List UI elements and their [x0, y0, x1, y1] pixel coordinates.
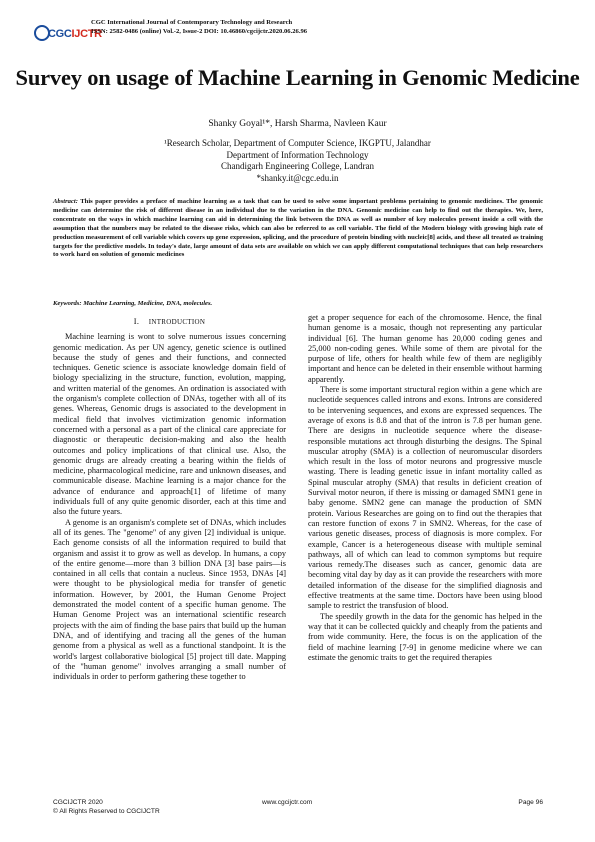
right-column [308, 313, 542, 663]
abstract [53, 198, 543, 260]
section-number: I. [133, 317, 140, 326]
journal-header [34, 10, 564, 42]
body-paragraph: Machine learning is wont to solve numerous issues concerning genomic medication. As per UN agency, genetic science is outlined because the study of genes and their functions, and connected techniques. Genetic science is associate knowledge domain field of biology specializing in the structure, function, evolution, mapping, and written material of the genomes. An ordination is associated with the organism's complete collection of DNAs, together with all of its genes. Whereas, Genomic drugs is associated to the development in medical field that involves victimization genomic information concerned with a personal as a part of the clinical care appreciate for diagnostic or therapeutic decision-making and also the health outcomes and policy implications of that clinical use. Also, the genomic drugs are already creating a bearing within the fields of medicine, pharmacological medicine, rare and unknown diseases, and communicable disease. Machine learning is a major chance for the advance of endurance and approach[1] of lifetime of many individuals full of any quite genomic disorder, each at this time and also the future years. [53, 332, 286, 517]
section-title: INTRODUCTION [148, 318, 206, 326]
paper-title: Survey on usage of Machine Learning in Genomic Medicine [15, 65, 580, 90]
page-number: Page 96 [518, 799, 543, 806]
logo-text-cgc: CGC [48, 28, 72, 40]
keywords: Keywords: Machine Learning, Medicine, DNA, molecules. [53, 300, 213, 307]
journal-logo [34, 22, 102, 46]
journal-info [91, 18, 307, 36]
journal-issn-doi: ISSN: 2582-0486 (online) Vol.-2, Issue-2 DOI: 10.46860/cgcijctr.2020.06.26.96 [91, 28, 308, 35]
footer-website[interactable]: www.cgcijctr.com [262, 799, 313, 806]
footer-copyright: © All Rights Reserved to CGCIJCTR [53, 807, 160, 815]
affiliation-line: Chandigarh Engineering College, Landran [221, 161, 374, 171]
body-paragraph: get a proper sequence for each of the chromosome. Hence, the final human genome is a mosaic, though not representing any particular individual [6]. The human genome has 20,000 coding genes and 25,000 non-coding genes. While some of them are pivotal for the purpose of life, others for health while few of them are negligibly important and hence can be deleted in their ensemble without harming apparently. [308, 313, 542, 384]
body-paragraph: A genome is an organism's complete set of DNAs, which includes all of its genes. The "genome" of any given [2] individual is unique. Each genome consists of all the information required to build that organism and assist it to grow as well as develop. In humans, a copy of the entire genome—more than 3 billion DNA [3] base pairs—is contained in all cells that contain a nucleus. Since 1953, DNAs [4] were thought to be physiological media for transfer of genetic information. However, by 2001, the Human Genome Project demonstrated the model content of a specific human genome. The Human Genome Project was an international scientific research projects with the aim of finding the base pairs that build up the human DNA, and of identifying and tracing all the genes of the human genome from a physical as well as a functional standpoint. It is the world's largest collaborative biological [5] project till date. Mapping of the "human genome" involves arranging a small number of individuals in order to perform gathering these together to [53, 517, 286, 682]
journal-name: CGC International Journal of Contemporary Technology and Research [91, 19, 293, 26]
logo-text-ijctr: IJCTR [71, 28, 102, 40]
affiliation-line: Department of Information Technology [226, 149, 369, 160]
body-paragraph: There is some important structural region within a gene which are nucleotide sequences called introns and exons. Introns are considered to be intervening sequences, and exons are expressed sequences. The average of exons is 8.8 and that of the intron is 7.8 per human gene. There are designs in nucleotide sequence where the disease-responsible mutations act through disturbing the designs. The Spinal muscular atrophy (SMA) is a collection of neuromuscular disorders which result in the loss of motor neurons and progressive muscle wasting. There is leading genetic issue in infant mortality called as Spinal muscular atrophy (SMA) that results in deficient creation of Survival motor neuron, if there is missing or damaged SMN1 gene in baby genome. SMN2 gene can manage the production of SMN protein. Various Researches are going on to find out the therapies that can restore function of exons 7 in SMN2. Whereas, for the case of various genetic diseases, process of diagnosis is more complex. For example, Cancer is a heterogeneous disease with multiple seminal pathways, all of which can lead to common symptoms but require various remedy.The diseases such as cancer, genomic data are becoming vital day by day as it can provide the researchers with more detailed information of the disease for the simplified diagnosis and effective treatments at the same time. Doctors have been using blood sample to restrict the transfusion of blood. [308, 385, 542, 611]
author-list: Shanky Goyal¹*, Harsh Sharma, Navleen Kaur [208, 119, 387, 129]
section-heading [53, 317, 286, 327]
abstract-label: Abstract: [53, 198, 78, 205]
body-paragraph: The speedily growth in the data for the genomic has helped in the way that it can be collected quickly and cheaply from the patients and from wide community. Here, the focus is on the application of the field of machine learning [7-9] in genome medicine where we can estimate the genomic traits to get the required therapies [308, 611, 542, 662]
author-email: *shanky.it@cgc.edu.in [256, 172, 339, 183]
affiliation-block [0, 138, 595, 184]
affiliation-line: ¹Research Scholar, Department of Computer Science, IKGPTU, Jalandhar [164, 138, 431, 148]
footer-journal: CGCIJCTR 2020 [53, 799, 103, 806]
abstract-text: This paper provides a preface of machine learning as a task that can be used to solve some important problems pertaining to genomic medicines. The genomic medicine can determine the risk of different disease in an individual due to the variation in the DNA. Genomic medicine can help to find out the therapies. We, here, concentrate on the ways in which machine learning can aid in determining the link between the DNA as well as number of key molecules present inside a cell with the assumption that the numbers may be related to the disease risks, which can also be referred to as cell variable. The field of the Modern biology with growing high rate of production measurement of cell variable which covers up gene expression, splicing, and the procedure of protein binding with nucleic[8] acids, and these all treated as training targets for the predictive models. In today's date, large amount of data sets are available on which we can apply different computational techniques that can help researchers to work hard on solution of genomic medicines [53, 198, 544, 259]
left-column [53, 317, 286, 682]
